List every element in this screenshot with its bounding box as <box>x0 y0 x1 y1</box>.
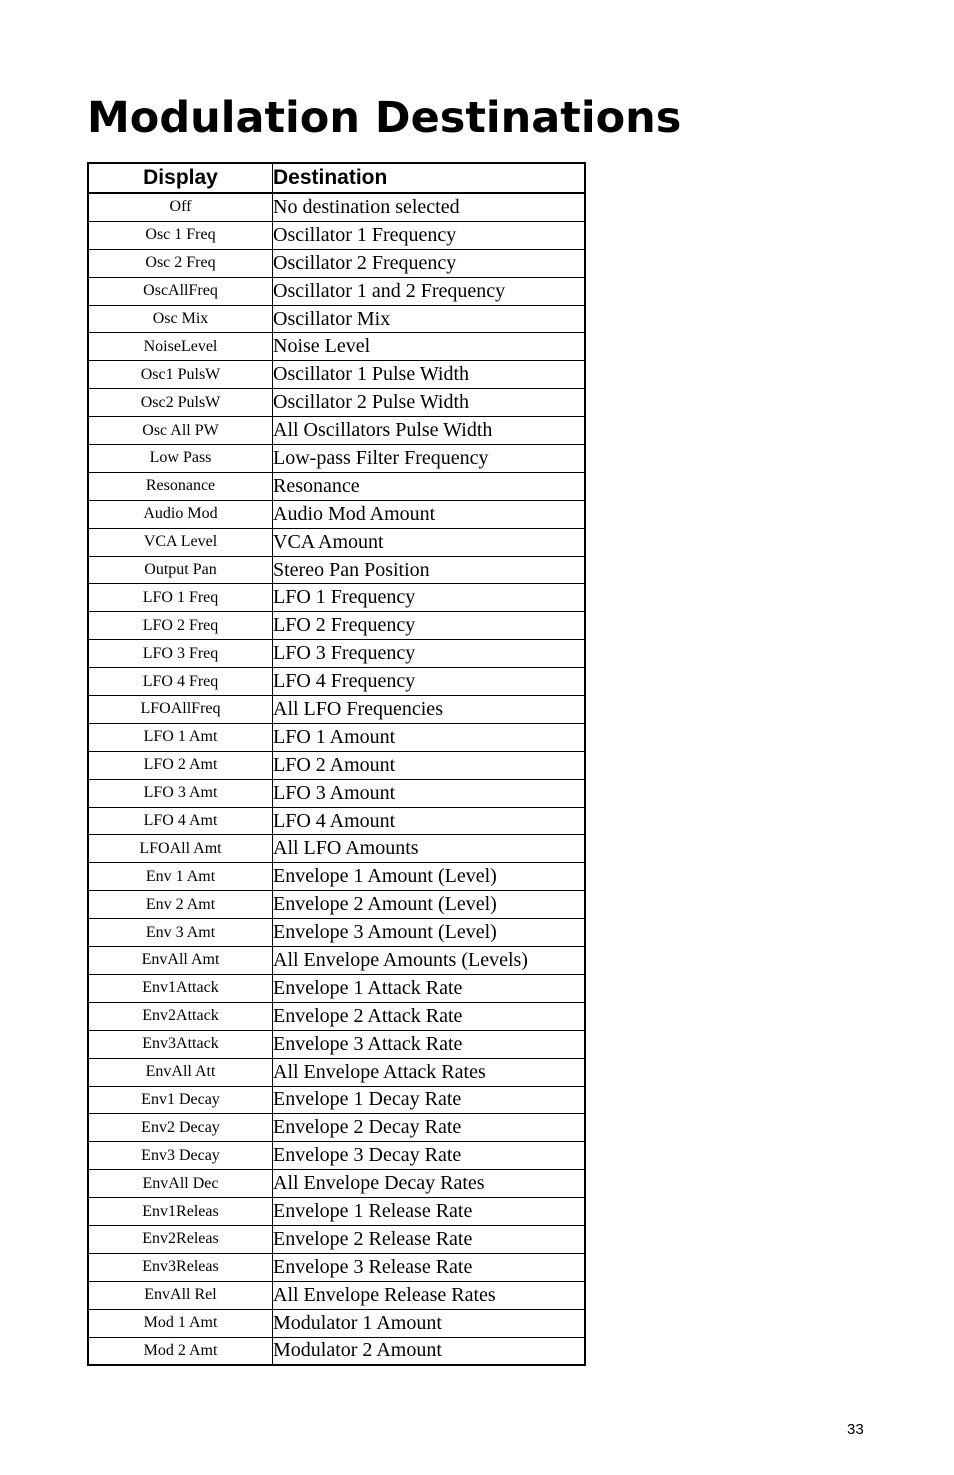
table-row <box>88 1114 585 1142</box>
table-row <box>88 417 585 445</box>
destination-cell: Envelope 3 Attack Rate <box>273 1030 586 1058</box>
destination-cell: Envelope 3 Amount (Level) <box>273 919 586 947</box>
destination-cell: Envelope 1 Release Rate <box>273 1198 586 1226</box>
destination-cell: All Envelope Amounts (Levels) <box>273 947 586 975</box>
table-row <box>88 723 585 751</box>
display-cell: LFO 3 Amt <box>88 779 273 807</box>
display-cell: LFO 2 Freq <box>88 612 273 640</box>
display-cell: Osc 1 Freq <box>88 221 273 249</box>
table-row <box>88 891 585 919</box>
table-row <box>88 333 585 361</box>
table-row <box>88 1253 585 1281</box>
display-cell: OscAllFreq <box>88 277 273 305</box>
table-row <box>88 1002 585 1030</box>
destination-cell: All Envelope Attack Rates <box>273 1058 586 1086</box>
table-row <box>88 919 585 947</box>
display-cell: Env 2 Amt <box>88 891 273 919</box>
table-row <box>88 305 585 333</box>
display-cell: Env3Releas <box>88 1253 273 1281</box>
destination-cell: Oscillator 1 Frequency <box>273 221 586 249</box>
display-cell: LFO 2 Amt <box>88 751 273 779</box>
destination-cell: LFO 1 Amount <box>273 723 586 751</box>
table-row <box>88 445 585 473</box>
destination-cell: Audio Mod Amount <box>273 500 586 528</box>
table-row <box>88 696 585 724</box>
display-cell: LFO 1 Amt <box>88 723 273 751</box>
display-cell: Resonance <box>88 472 273 500</box>
destination-cell: Oscillator 2 Pulse Width <box>273 389 586 417</box>
table-row <box>88 779 585 807</box>
destination-cell: VCA Amount <box>273 528 586 556</box>
display-cell: LFO 1 Freq <box>88 584 273 612</box>
display-cell: Osc Mix <box>88 305 273 333</box>
destination-cell: Stereo Pan Position <box>273 556 586 584</box>
display-cell: Mod 1 Amt <box>88 1309 273 1337</box>
table-row <box>88 249 585 277</box>
destination-cell: Oscillator 2 Frequency <box>273 249 586 277</box>
table-row <box>88 1030 585 1058</box>
display-cell: Low Pass <box>88 445 273 473</box>
table-row <box>88 807 585 835</box>
table-row <box>88 221 585 249</box>
display-cell: Env1Attack <box>88 974 273 1002</box>
destination-cell: LFO 4 Frequency <box>273 668 586 696</box>
display-cell: LFO 4 Freq <box>88 668 273 696</box>
display-cell: Env2Attack <box>88 1002 273 1030</box>
display-cell: LFOAllFreq <box>88 696 273 724</box>
display-cell: Env 3 Amt <box>88 919 273 947</box>
table-row <box>88 389 585 417</box>
destination-cell: Envelope 2 Release Rate <box>273 1225 586 1253</box>
table-row <box>88 1198 585 1226</box>
display-cell: NoiseLevel <box>88 333 273 361</box>
table-row <box>88 1058 585 1086</box>
destination-cell: LFO 3 Frequency <box>273 640 586 668</box>
destination-cell: Envelope 2 Attack Rate <box>273 1002 586 1030</box>
display-cell: EnvAll Dec <box>88 1170 273 1198</box>
table-row <box>88 1281 585 1309</box>
table-row <box>88 863 585 891</box>
table-row <box>88 974 585 1002</box>
display-cell: Env1Releas <box>88 1198 273 1226</box>
table-row <box>88 668 585 696</box>
display-cell: Off <box>88 193 273 221</box>
table-row <box>88 947 585 975</box>
table-row <box>88 751 585 779</box>
header-display: Display <box>88 163 273 193</box>
display-cell: Env2 Decay <box>88 1114 273 1142</box>
destination-cell: Envelope 2 Amount (Level) <box>273 891 586 919</box>
display-cell: EnvAll Att <box>88 1058 273 1086</box>
display-cell: Output Pan <box>88 556 273 584</box>
display-cell: Osc1 PulsW <box>88 361 273 389</box>
display-cell: LFOAll Amt <box>88 835 273 863</box>
page-number: 33 <box>847 1421 864 1438</box>
destination-cell: Envelope 2 Decay Rate <box>273 1114 586 1142</box>
table-row <box>88 1142 585 1170</box>
table-row <box>88 528 585 556</box>
display-cell: VCA Level <box>88 528 273 556</box>
destination-cell: Low-pass Filter Frequency <box>273 445 586 473</box>
destination-cell: LFO 1 Frequency <box>273 584 586 612</box>
display-cell: LFO 3 Freq <box>88 640 273 668</box>
table-row <box>88 1337 585 1365</box>
display-cell: Env1 Decay <box>88 1086 273 1114</box>
destination-cell: Envelope 1 Attack Rate <box>273 974 586 1002</box>
display-cell: LFO 4 Amt <box>88 807 273 835</box>
table-row <box>88 612 585 640</box>
destination-cell: Oscillator 1 Pulse Width <box>273 361 586 389</box>
display-cell: Mod 2 Amt <box>88 1337 273 1365</box>
table-header-row <box>88 163 585 193</box>
table-row <box>88 1086 585 1114</box>
display-cell: Env2Releas <box>88 1225 273 1253</box>
table-row <box>88 1225 585 1253</box>
destination-cell: All Envelope Release Rates <box>273 1281 586 1309</box>
destination-cell: LFO 2 Frequency <box>273 612 586 640</box>
destination-cell: Oscillator Mix <box>273 305 586 333</box>
destination-cell: No destination selected <box>273 193 586 221</box>
table-row <box>88 556 585 584</box>
table-row <box>88 835 585 863</box>
display-cell: Env3Attack <box>88 1030 273 1058</box>
table-row <box>88 277 585 305</box>
modulation-destinations-table <box>87 162 586 1366</box>
destination-cell: Envelope 1 Decay Rate <box>273 1086 586 1114</box>
destination-cell: LFO 4 Amount <box>273 807 586 835</box>
table-row <box>88 193 585 221</box>
destination-cell: Oscillator 1 and 2 Frequency <box>273 277 586 305</box>
table-row <box>88 1170 585 1198</box>
page-title: Modulation Destinations <box>87 93 682 143</box>
table-row <box>88 472 585 500</box>
destination-cell: Noise Level <box>273 333 586 361</box>
destination-cell: LFO 3 Amount <box>273 779 586 807</box>
table-row <box>88 361 585 389</box>
table-row <box>88 584 585 612</box>
display-cell: Osc All PW <box>88 417 273 445</box>
table-row <box>88 500 585 528</box>
destination-cell: Resonance <box>273 472 586 500</box>
display-cell: EnvAll Rel <box>88 1281 273 1309</box>
destination-cell: LFO 2 Amount <box>273 751 586 779</box>
destination-cell: Envelope 3 Release Rate <box>273 1253 586 1281</box>
destination-cell: All LFO Amounts <box>273 835 586 863</box>
destination-cell: Envelope 1 Amount (Level) <box>273 863 586 891</box>
display-cell: EnvAll Amt <box>88 947 273 975</box>
display-cell: Osc2 PulsW <box>88 389 273 417</box>
destination-cell: All LFO Frequencies <box>273 696 586 724</box>
display-cell: Osc 2 Freq <box>88 249 273 277</box>
display-cell: Env3 Decay <box>88 1142 273 1170</box>
destination-cell: Modulator 1 Amount <box>273 1309 586 1337</box>
table-row <box>88 1309 585 1337</box>
table-row <box>88 640 585 668</box>
display-cell: Audio Mod <box>88 500 273 528</box>
destination-cell: All Envelope Decay Rates <box>273 1170 586 1198</box>
destination-cell: All Oscillators Pulse Width <box>273 417 586 445</box>
display-cell: Env 1 Amt <box>88 863 273 891</box>
destination-cell: Modulator 2 Amount <box>273 1337 586 1365</box>
table-body <box>88 193 585 1365</box>
header-destination: Destination <box>273 163 586 193</box>
destination-cell: Envelope 3 Decay Rate <box>273 1142 586 1170</box>
